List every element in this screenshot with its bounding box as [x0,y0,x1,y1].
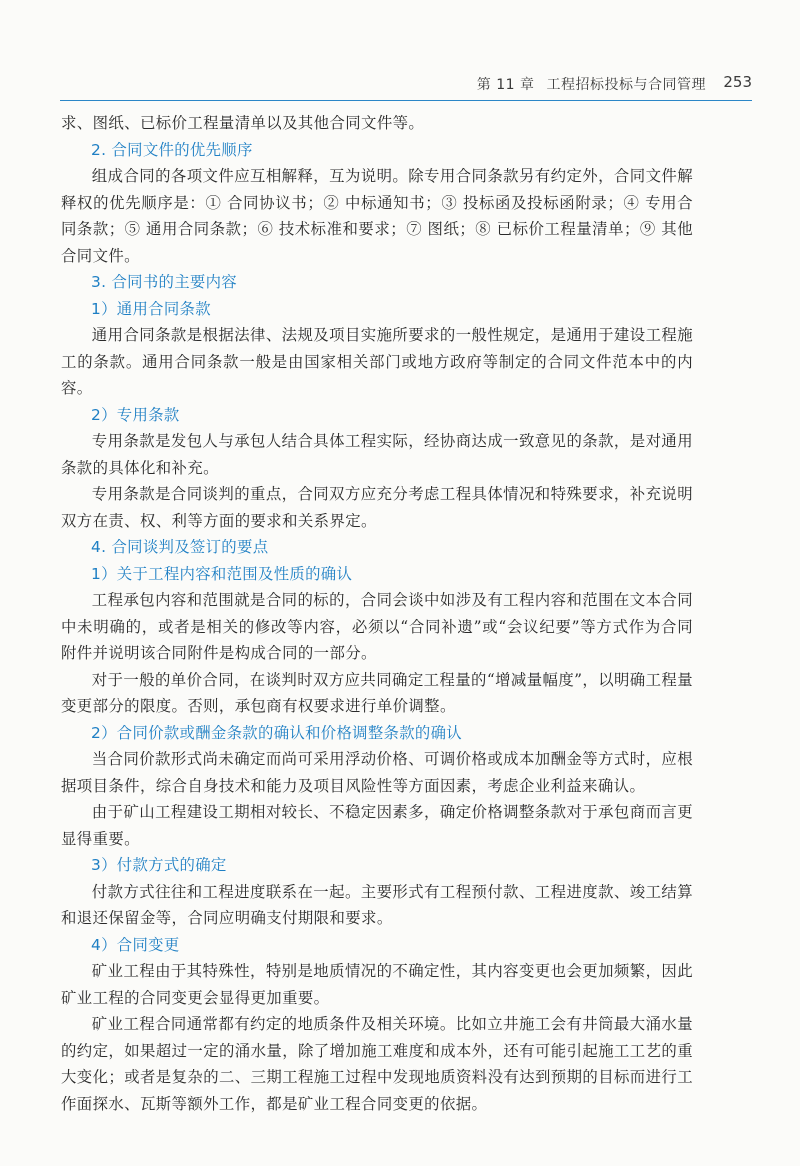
paragraph: 组成合同的各项文件应互相解释，互为说明。除专用合同条款另有约定外，合同文件解释权的优先顺序是：① 合同协议书；② 中标通知书；③ 投标函及投标函附录；④ 专用合同条款；⑤ 通用合同条款；⑥ 技术标准和要求；⑦ 图纸；⑧ 已标价工程量清单；⑨ 其他合同文件。 [61,167,693,265]
subsection-heading: 2）专用条款 [91,405,180,424]
running-title [477,74,706,94]
subsection-heading: 1）关于工程内容和范围及性质的确认 [91,564,353,583]
paragraph: 由于矿山工程建设工期相对较长、不稳定因素多，确定价格调整条款对于承包商而言更显得重要。 [61,803,693,848]
paragraph: 通用合同条款是根据法律、法规及项目实施所要求的一般性规定，是通用于建设工程施工的条款。通用合同条款一般是由国家相关部门或地方政府等制定的合同文件范本中的内容。 [61,326,693,397]
subsection-heading: 3）付款方式的确定 [91,856,227,874]
paragraph: 矿业工程由于其特殊性，特别是地质情况的不确定性，其内容变更也会更加频繁，因此矿业工程的合同变更会显得更加重要。 [61,962,693,1007]
paragraph: 专用条款是发包人与承包人结合具体工程实际，经协商达成一致意见的条款，是对通用条款的具体化和补充。 [61,432,693,477]
chapter-title: 工程招标投标与合同管理 [546,77,706,93]
paragraph: 当合同价款形式尚未确定而尚可采用浮动价格、可调价格或成本加酬金等方式时，应根据项目条件，综合自身技术和能力及项目风险性等方面因素，考虑企业利益来确认。 [61,750,693,795]
chapter-number: 第 11 章 [476,77,535,93]
paragraph: 付款方式往往和工程进度联系在一起。主要形式有工程预付款、工程进度款、竣工结算和退还保留金等，合同应明确支付期限和要求。 [61,882,693,927]
subsection-heading: 1）通用合同条款 [91,299,211,318]
page-header [60,70,752,101]
page-body [61,110,693,1117]
section-heading: 3. 合同书的主要内容 [91,273,238,291]
page-number: 253 [723,73,752,91]
paragraph: 工程承包内容和范围就是合同的标的，合同会谈中如涉及有工程内容和范围在文本合同中未明确的，或者是相关的修改等内容，必须以“合同补遗”或“会议纪要”等方式作为合同附件并说明该合同附件是构成合同的一部分。 [61,591,693,662]
paragraph: 专用条款是合同谈判的重点，合同双方应充分考虑工程具体情况和特殊要求，补充说明双方在责、权、利等方面的要求和关系界定。 [61,485,693,530]
paragraph: 求、图纸、已标价工程量清单以及其他合同文件等。 [61,114,425,132]
section-heading: 4. 合同谈判及签订的要点 [91,538,269,556]
paragraph: 矿业工程合同通常都有约定的地质条件及相关环境。比如立井施工会有井筒最大涌水量的约定，如果超过一定的涌水量，除了增加施工难度和成本外，还有可能引起施工工艺的重大变化；或者是复杂的二、三期工程施工过程中发现地质资料没有达到预期的目标而进行工作面探水、瓦斯等额外工作，都是矿业工程合同变更的依据。 [61,1015,693,1113]
subsection-heading: 4）合同变更 [91,935,180,954]
subsection-heading: 2）合同价款或酬金条款的确认和价格调整条款的确认 [91,723,462,742]
section-heading: 2. 合同文件的优先顺序 [91,140,253,159]
paragraph: 对于一般的单价合同，在谈判时双方应共同确定工程量的“增减量幅度”，以明确工程量变更部分的限度。否则，承包商有权要求进行单价调整。 [61,670,693,715]
